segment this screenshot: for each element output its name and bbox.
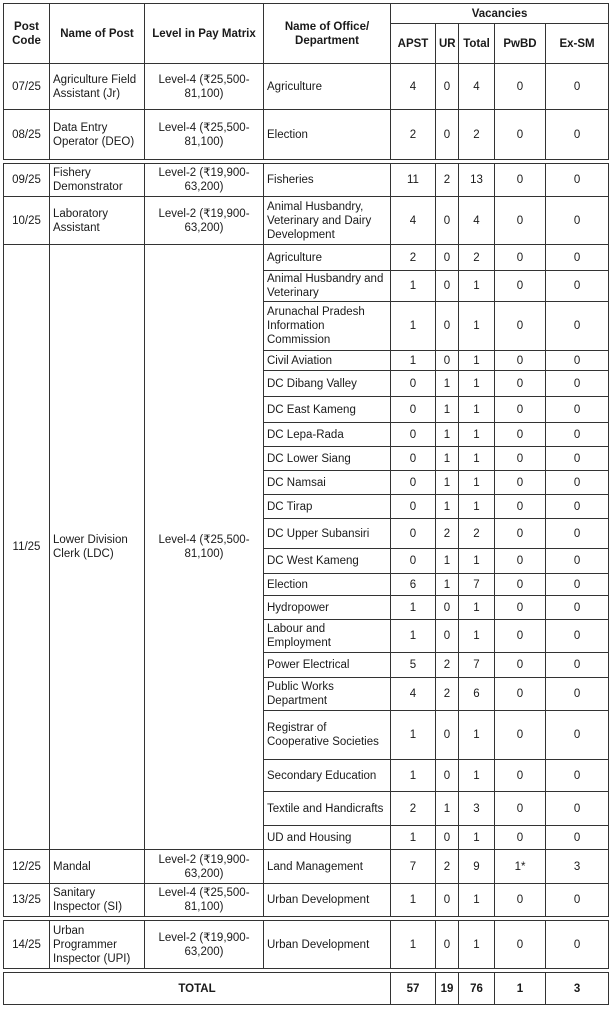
- post-code-cell: 07/25: [4, 64, 50, 110]
- apst-cell: 1: [391, 271, 436, 302]
- ur-cell: 1: [436, 371, 459, 397]
- pay-level-cell: Level-2 (₹19,900-63,200): [145, 921, 264, 969]
- total-cell: 1: [459, 302, 495, 351]
- office-cell: Hydropower: [264, 596, 391, 620]
- post-code-cell: 14/25: [4, 921, 50, 969]
- total-exsm: 3: [546, 973, 609, 1005]
- total-ur: 19: [436, 973, 459, 1005]
- pwbd-cell: 0: [495, 110, 546, 160]
- ur-cell: 0: [436, 711, 459, 760]
- total-cell: 1: [459, 921, 495, 969]
- total-cell: 1: [459, 371, 495, 397]
- post-code-cell: 11/25: [4, 245, 50, 850]
- office-cell: Textile and Handicrafts: [264, 792, 391, 826]
- total-cell: 1: [459, 351, 495, 371]
- apst-cell: 5: [391, 653, 436, 678]
- exsm-cell: 0: [546, 921, 609, 969]
- exsm-cell: 0: [546, 678, 609, 711]
- office-cell: DC West Kameng: [264, 549, 391, 574]
- ur-cell: 0: [436, 302, 459, 351]
- apst-cell: 0: [391, 519, 436, 549]
- pwbd-cell: 0: [495, 471, 546, 495]
- ur-cell: 2: [436, 519, 459, 549]
- exsm-cell: 0: [546, 110, 609, 160]
- apst-cell: 1: [391, 351, 436, 371]
- total-cell: 3: [459, 792, 495, 826]
- pwbd-cell: 0: [495, 245, 546, 271]
- office-cell: Agriculture: [264, 245, 391, 271]
- office-cell: DC Lower Siang: [264, 447, 391, 471]
- ur-cell: 2: [436, 678, 459, 711]
- office-cell: Civil Aviation: [264, 351, 391, 371]
- post-code-cell: 12/25: [4, 850, 50, 884]
- office-cell: DC Upper Subansiri: [264, 519, 391, 549]
- apst-cell: 6: [391, 574, 436, 596]
- exsm-cell: 0: [546, 397, 609, 423]
- apst-cell: 1: [391, 302, 436, 351]
- apst-cell: 0: [391, 471, 436, 495]
- header-name-of-post: Name of Post: [50, 4, 145, 64]
- table-row: [4, 921, 609, 969]
- pwbd-cell: 0: [495, 711, 546, 760]
- pay-level-cell: Level-2 (₹19,900-63,200): [145, 850, 264, 884]
- post-code-cell: 08/25: [4, 110, 50, 160]
- exsm-cell: 0: [546, 620, 609, 653]
- header-post-code: Post Code: [4, 4, 50, 64]
- pwbd-cell: 0: [495, 921, 546, 969]
- apst-cell: 1: [391, 760, 436, 792]
- post-name-cell: Fishery Demonstrator: [50, 164, 145, 197]
- office-cell: Urban Development: [264, 884, 391, 917]
- total-pwbd: 1: [495, 973, 546, 1005]
- ur-cell: 0: [436, 271, 459, 302]
- office-cell: Urban Development: [264, 921, 391, 969]
- pwbd-cell: 0: [495, 64, 546, 110]
- pwbd-cell: 0: [495, 519, 546, 549]
- ur-cell: 1: [436, 397, 459, 423]
- ur-cell: 0: [436, 64, 459, 110]
- apst-cell: 1: [391, 921, 436, 969]
- total-cell: 1: [459, 447, 495, 471]
- exsm-cell: 0: [546, 371, 609, 397]
- pwbd-cell: 1*: [495, 850, 546, 884]
- table-row: [4, 110, 609, 160]
- apst-cell: 0: [391, 495, 436, 519]
- total-cell: 1: [459, 271, 495, 302]
- pay-level-cell: Level-2 (₹19,900-63,200): [145, 197, 264, 245]
- vacancy-table: [3, 3, 609, 1005]
- total-cell: 1: [459, 620, 495, 653]
- total-cell: 2: [459, 519, 495, 549]
- office-cell: Election: [264, 574, 391, 596]
- total-row: [4, 973, 609, 1005]
- ur-cell: 0: [436, 884, 459, 917]
- ur-cell: 1: [436, 574, 459, 596]
- office-cell: DC East Kameng: [264, 397, 391, 423]
- post-name-cell: Sanitary Inspector (SI): [50, 884, 145, 917]
- pwbd-cell: 0: [495, 302, 546, 351]
- office-cell: UD and Housing: [264, 826, 391, 850]
- header-total: Total: [459, 24, 495, 64]
- total-cell: 13: [459, 164, 495, 197]
- header-ur: UR: [436, 24, 459, 64]
- pwbd-cell: 0: [495, 760, 546, 792]
- exsm-cell: 0: [546, 495, 609, 519]
- ur-cell: 0: [436, 351, 459, 371]
- post-name-cell: Mandal: [50, 850, 145, 884]
- ur-cell: 2: [436, 850, 459, 884]
- office-cell: Agriculture: [264, 64, 391, 110]
- office-cell: DC Lepa-Rada: [264, 423, 391, 447]
- ur-cell: 1: [436, 423, 459, 447]
- table-row: [4, 164, 609, 197]
- header-exsm: Ex-SM: [546, 24, 609, 64]
- ur-cell: 0: [436, 620, 459, 653]
- office-cell: Animal Husbandry, Veterinary and Dairy Development: [264, 197, 391, 245]
- office-cell: DC Dibang Valley: [264, 371, 391, 397]
- pay-level-cell: Level-4 (₹25,500-81,100): [145, 110, 264, 160]
- total-cell: 1: [459, 495, 495, 519]
- apst-cell: 4: [391, 197, 436, 245]
- office-cell: DC Namsai: [264, 471, 391, 495]
- apst-cell: 7: [391, 850, 436, 884]
- apst-cell: 1: [391, 620, 436, 653]
- ur-cell: 2: [436, 164, 459, 197]
- pwbd-cell: 0: [495, 574, 546, 596]
- pwbd-cell: 0: [495, 447, 546, 471]
- table-row: [4, 850, 609, 884]
- exsm-cell: 0: [546, 271, 609, 302]
- pwbd-cell: 0: [495, 397, 546, 423]
- table-header: [4, 4, 609, 64]
- apst-cell: 0: [391, 447, 436, 471]
- header-vacancies: Vacancies: [391, 4, 609, 24]
- apst-cell: 1: [391, 711, 436, 760]
- office-cell: Animal Husbandry and Veterinary: [264, 271, 391, 302]
- pwbd-cell: 0: [495, 826, 546, 850]
- pwbd-cell: 0: [495, 792, 546, 826]
- office-cell: DC Tirap: [264, 495, 391, 519]
- pwbd-cell: 0: [495, 423, 546, 447]
- total-label: TOTAL: [4, 973, 391, 1005]
- office-cell: Public Works Department: [264, 678, 391, 711]
- pwbd-cell: 0: [495, 197, 546, 245]
- exsm-cell: 0: [546, 164, 609, 197]
- total-apst: 57: [391, 973, 436, 1005]
- ur-cell: 0: [436, 197, 459, 245]
- exsm-cell: 0: [546, 549, 609, 574]
- office-cell: Secondary Education: [264, 760, 391, 792]
- office-cell: Labour and Employment: [264, 620, 391, 653]
- total-cell: 7: [459, 574, 495, 596]
- office-cell: Fisheries: [264, 164, 391, 197]
- apst-cell: 4: [391, 64, 436, 110]
- total-cell: 1: [459, 826, 495, 850]
- pwbd-cell: 0: [495, 678, 546, 711]
- pwbd-cell: 0: [495, 271, 546, 302]
- apst-cell: 0: [391, 397, 436, 423]
- total-cell: 9: [459, 850, 495, 884]
- table-row: [4, 64, 609, 110]
- header-apst: APST: [391, 24, 436, 64]
- total-cell: 1: [459, 471, 495, 495]
- table-row: [4, 197, 609, 245]
- exsm-cell: 0: [546, 64, 609, 110]
- header-pwbd: PwBD: [495, 24, 546, 64]
- exsm-cell: 0: [546, 596, 609, 620]
- exsm-cell: 0: [546, 826, 609, 850]
- office-cell: Registrar of Cooperative Societies: [264, 711, 391, 760]
- pwbd-cell: 0: [495, 620, 546, 653]
- exsm-cell: 0: [546, 884, 609, 917]
- ur-cell: 1: [436, 447, 459, 471]
- ur-cell: 1: [436, 471, 459, 495]
- post-name-cell: Urban Programmer Inspector (UPI): [50, 921, 145, 969]
- pay-level-cell: Level-4 (₹25,500-81,100): [145, 884, 264, 917]
- total-cell: 1: [459, 397, 495, 423]
- post-name-cell: Agriculture Field Assistant (Jr): [50, 64, 145, 110]
- exsm-cell: 0: [546, 711, 609, 760]
- total-cell: 1: [459, 549, 495, 574]
- header-office: Name of Office/ Department: [264, 4, 391, 64]
- apst-cell: 0: [391, 423, 436, 447]
- ur-cell: 0: [436, 596, 459, 620]
- post-name-cell: Laboratory Assistant: [50, 197, 145, 245]
- ur-cell: 0: [436, 921, 459, 969]
- total-cell: 4: [459, 197, 495, 245]
- exsm-cell: 0: [546, 302, 609, 351]
- office-cell: Land Management: [264, 850, 391, 884]
- apst-cell: 0: [391, 371, 436, 397]
- exsm-cell: 0: [546, 351, 609, 371]
- total-cell: 2: [459, 245, 495, 271]
- total-cell: 1: [459, 711, 495, 760]
- post-name-cell: Lower Division Clerk (LDC): [50, 245, 145, 850]
- header-level: Level in Pay Matrix: [145, 4, 264, 64]
- apst-cell: 11: [391, 164, 436, 197]
- total-cell: 1: [459, 596, 495, 620]
- exsm-cell: 0: [546, 760, 609, 792]
- exsm-cell: 0: [546, 653, 609, 678]
- pwbd-cell: 0: [495, 884, 546, 917]
- apst-cell: 2: [391, 110, 436, 160]
- total-cell: 1: [459, 760, 495, 792]
- total-cell: 1: [459, 884, 495, 917]
- exsm-cell: 0: [546, 574, 609, 596]
- total-cell: 1: [459, 423, 495, 447]
- total-total: 76: [459, 973, 495, 1005]
- office-cell: Election: [264, 110, 391, 160]
- table-row: [4, 245, 609, 271]
- exsm-cell: 0: [546, 245, 609, 271]
- post-code-cell: 10/25: [4, 197, 50, 245]
- post-code-cell: 09/25: [4, 164, 50, 197]
- apst-cell: 1: [391, 826, 436, 850]
- office-cell: Arunachal Pradesh Information Commission: [264, 302, 391, 351]
- pwbd-cell: 0: [495, 549, 546, 574]
- pwbd-cell: 0: [495, 596, 546, 620]
- exsm-cell: 0: [546, 447, 609, 471]
- exsm-cell: 0: [546, 471, 609, 495]
- pwbd-cell: 0: [495, 164, 546, 197]
- post-code-cell: 13/25: [4, 884, 50, 917]
- ur-cell: 0: [436, 245, 459, 271]
- total-cell: 6: [459, 678, 495, 711]
- apst-cell: 2: [391, 245, 436, 271]
- total-cell: 7: [459, 653, 495, 678]
- exsm-cell: 0: [546, 792, 609, 826]
- pwbd-cell: 0: [495, 351, 546, 371]
- ur-cell: 2: [436, 653, 459, 678]
- ur-cell: 1: [436, 495, 459, 519]
- ur-cell: 0: [436, 826, 459, 850]
- exsm-cell: 0: [546, 423, 609, 447]
- ur-cell: 1: [436, 792, 459, 826]
- apst-cell: 1: [391, 596, 436, 620]
- pay-level-cell: Level-2 (₹19,900-63,200): [145, 164, 264, 197]
- pwbd-cell: 0: [495, 495, 546, 519]
- total-cell: 2: [459, 110, 495, 160]
- pwbd-cell: 0: [495, 653, 546, 678]
- table-row: [4, 884, 609, 917]
- pwbd-cell: 0: [495, 371, 546, 397]
- exsm-cell: 0: [546, 197, 609, 245]
- pay-level-cell: Level-4 (₹25,500-81,100): [145, 64, 264, 110]
- table-body: [4, 64, 609, 1005]
- apst-cell: 2: [391, 792, 436, 826]
- post-name-cell: Data Entry Operator (DEO): [50, 110, 145, 160]
- apst-cell: 0: [391, 549, 436, 574]
- apst-cell: 1: [391, 884, 436, 917]
- ur-cell: 1: [436, 549, 459, 574]
- ur-cell: 0: [436, 110, 459, 160]
- exsm-cell: 0: [546, 519, 609, 549]
- apst-cell: 4: [391, 678, 436, 711]
- exsm-cell: 3: [546, 850, 609, 884]
- office-cell: Power Electrical: [264, 653, 391, 678]
- pay-level-cell: Level-4 (₹25,500-81,100): [145, 245, 264, 850]
- total-cell: 4: [459, 64, 495, 110]
- ur-cell: 0: [436, 760, 459, 792]
